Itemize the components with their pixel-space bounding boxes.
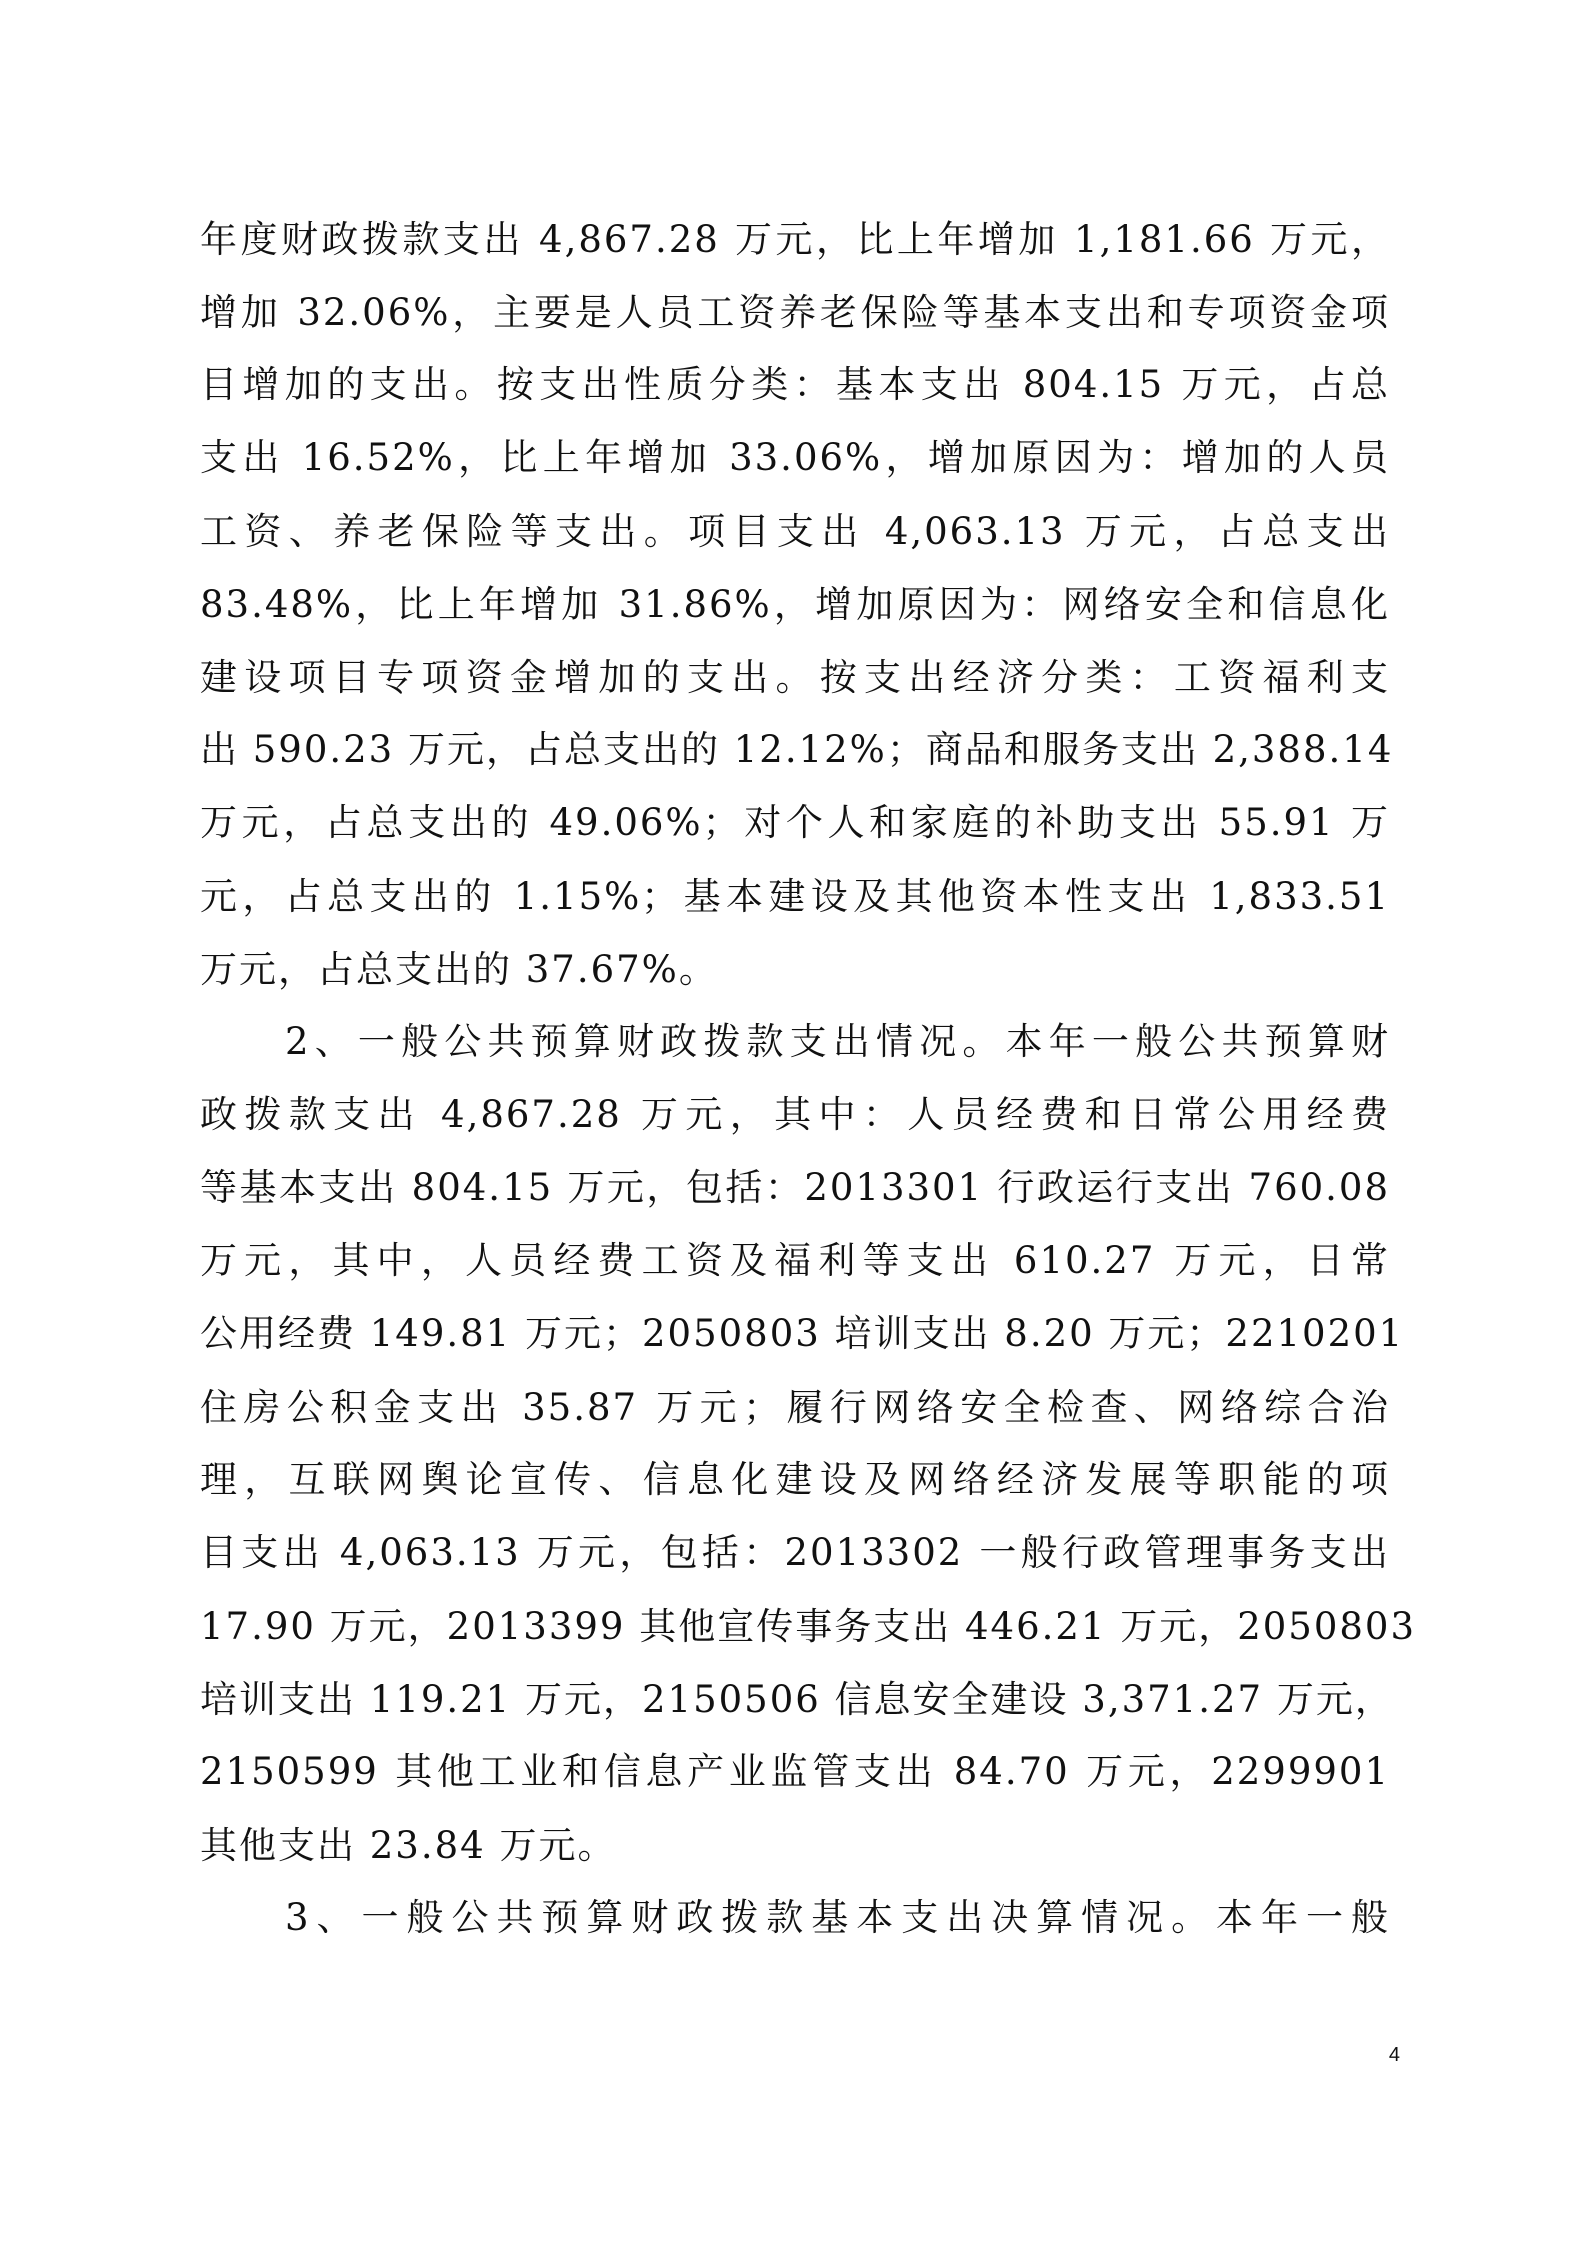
text-line: 万元，占总支出的 37.67%。 (200, 948, 718, 991)
text-line: 目增加的支出。按支出性质分类：基本支出 804.15 万元，占总 (200, 363, 1390, 406)
text-line: 年度财政拨款支出 4,867.28 万元，比上年增加 1,181.66 万元， (200, 218, 1390, 261)
text-line: 万元，占总支出的 49.06%；对个人和家庭的补助支出 55.91 万 (200, 801, 1390, 844)
text-line: 培训支出 119.21 万元，2150506 信息安全建设 3,371.27 万元， (200, 1678, 1394, 1721)
text-line: 等基本支出 804.15 万元，包括：2013301 行政运行支出 760.08 (200, 1166, 1390, 1209)
text-line: 工资、养老保险等支出。项目支出 4,063.13 万元，占总支出 (200, 510, 1390, 553)
text-line: 目支出 4,063.13 万元，包括：2013302 一般行政管理事务支出 (200, 1531, 1390, 1574)
text-line: 出 590.23 万元，占总支出的 12.12%；商品和服务支出 2,388.14 (200, 728, 1394, 771)
text-line: 其他支出 23.84 万元。 (200, 1824, 617, 1867)
text-line: 增加 32.06%，主要是人员工资养老保险等基本支出和专项资金项 (200, 291, 1390, 334)
text-line: 2150599 其他工业和信息产业监管支出 84.70 万元，2299901 (200, 1750, 1390, 1793)
paragraph-heading-3: 3、一般公共预算财政拨款基本支出决算情况。本年一般 (285, 1896, 1390, 1939)
text-line: 建设项目专项资金增加的支出。按支出经济分类：工资福利支 (200, 656, 1390, 699)
text-line: 理，互联网舆论宣传、信息化建设及网络经济发展等职能的项 (200, 1458, 1390, 1501)
text-line: 83.48%，比上年增加 31.86%，增加原因为：网络安全和信息化 (200, 583, 1390, 626)
paragraph-heading-2: 2、一般公共预算财政拨款支出情况。本年一般公共预算财 (285, 1020, 1390, 1063)
page-number: 4 (1388, 2044, 1400, 2066)
text-line: 住房公积金支出 35.87 万元；履行网络安全检查、网络综合治 (200, 1386, 1390, 1429)
text-line: 万元，其中，人员经费工资及福利等支出 610.27 万元，日常 (200, 1239, 1390, 1282)
text-line: 元，占总支出的 1.15%；基本建设及其他资本性支出 1,833.51 (200, 875, 1390, 918)
text-line: 公用经费 149.81 万元；2050803 培训支出 8.20 万元；2210201 (200, 1312, 1405, 1355)
text-line: 17.90 万元，2013399 其他宣传事务支出 446.21 万元，2050803 (200, 1605, 1416, 1648)
text-line: 政拨款支出 4,867.28 万元，其中：人员经费和日常公用经费 (200, 1093, 1390, 1136)
text-line: 支出 16.52%，比上年增加 33.06%，增加原因为：增加的人员 (200, 436, 1390, 479)
